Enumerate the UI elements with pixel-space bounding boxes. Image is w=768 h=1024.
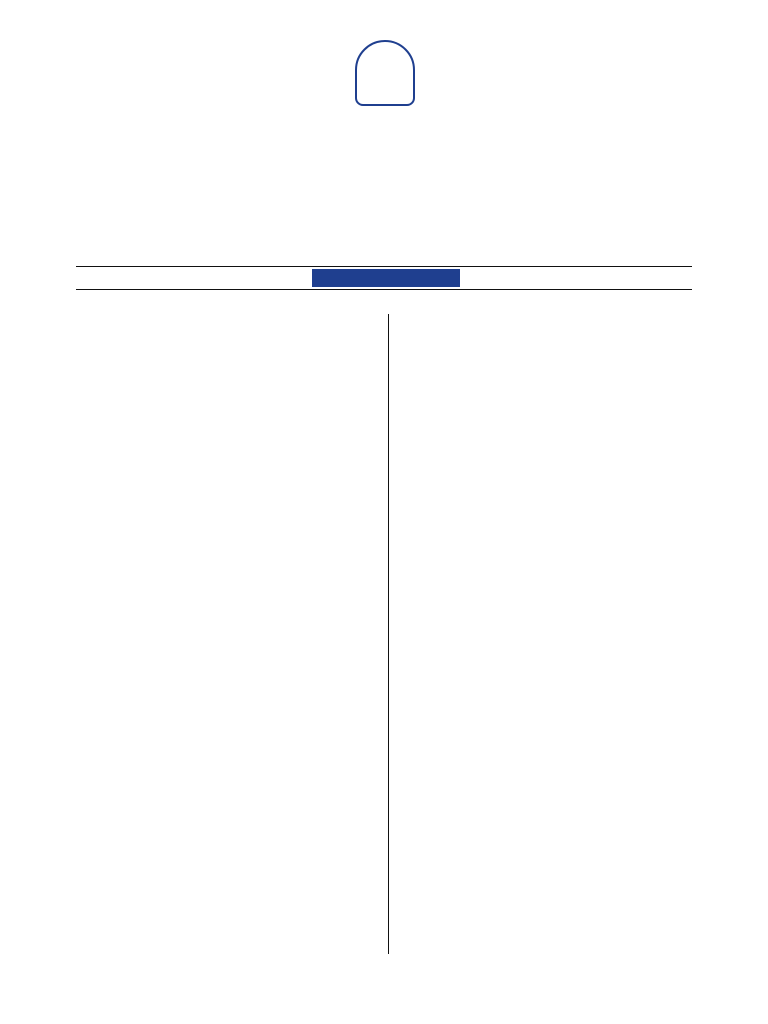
greek-coat-of-arms-icon (355, 40, 415, 106)
issue-series-badge (312, 269, 460, 287)
column-divider (388, 314, 389, 954)
issue-bar (76, 266, 692, 290)
left-column (88, 314, 376, 324)
